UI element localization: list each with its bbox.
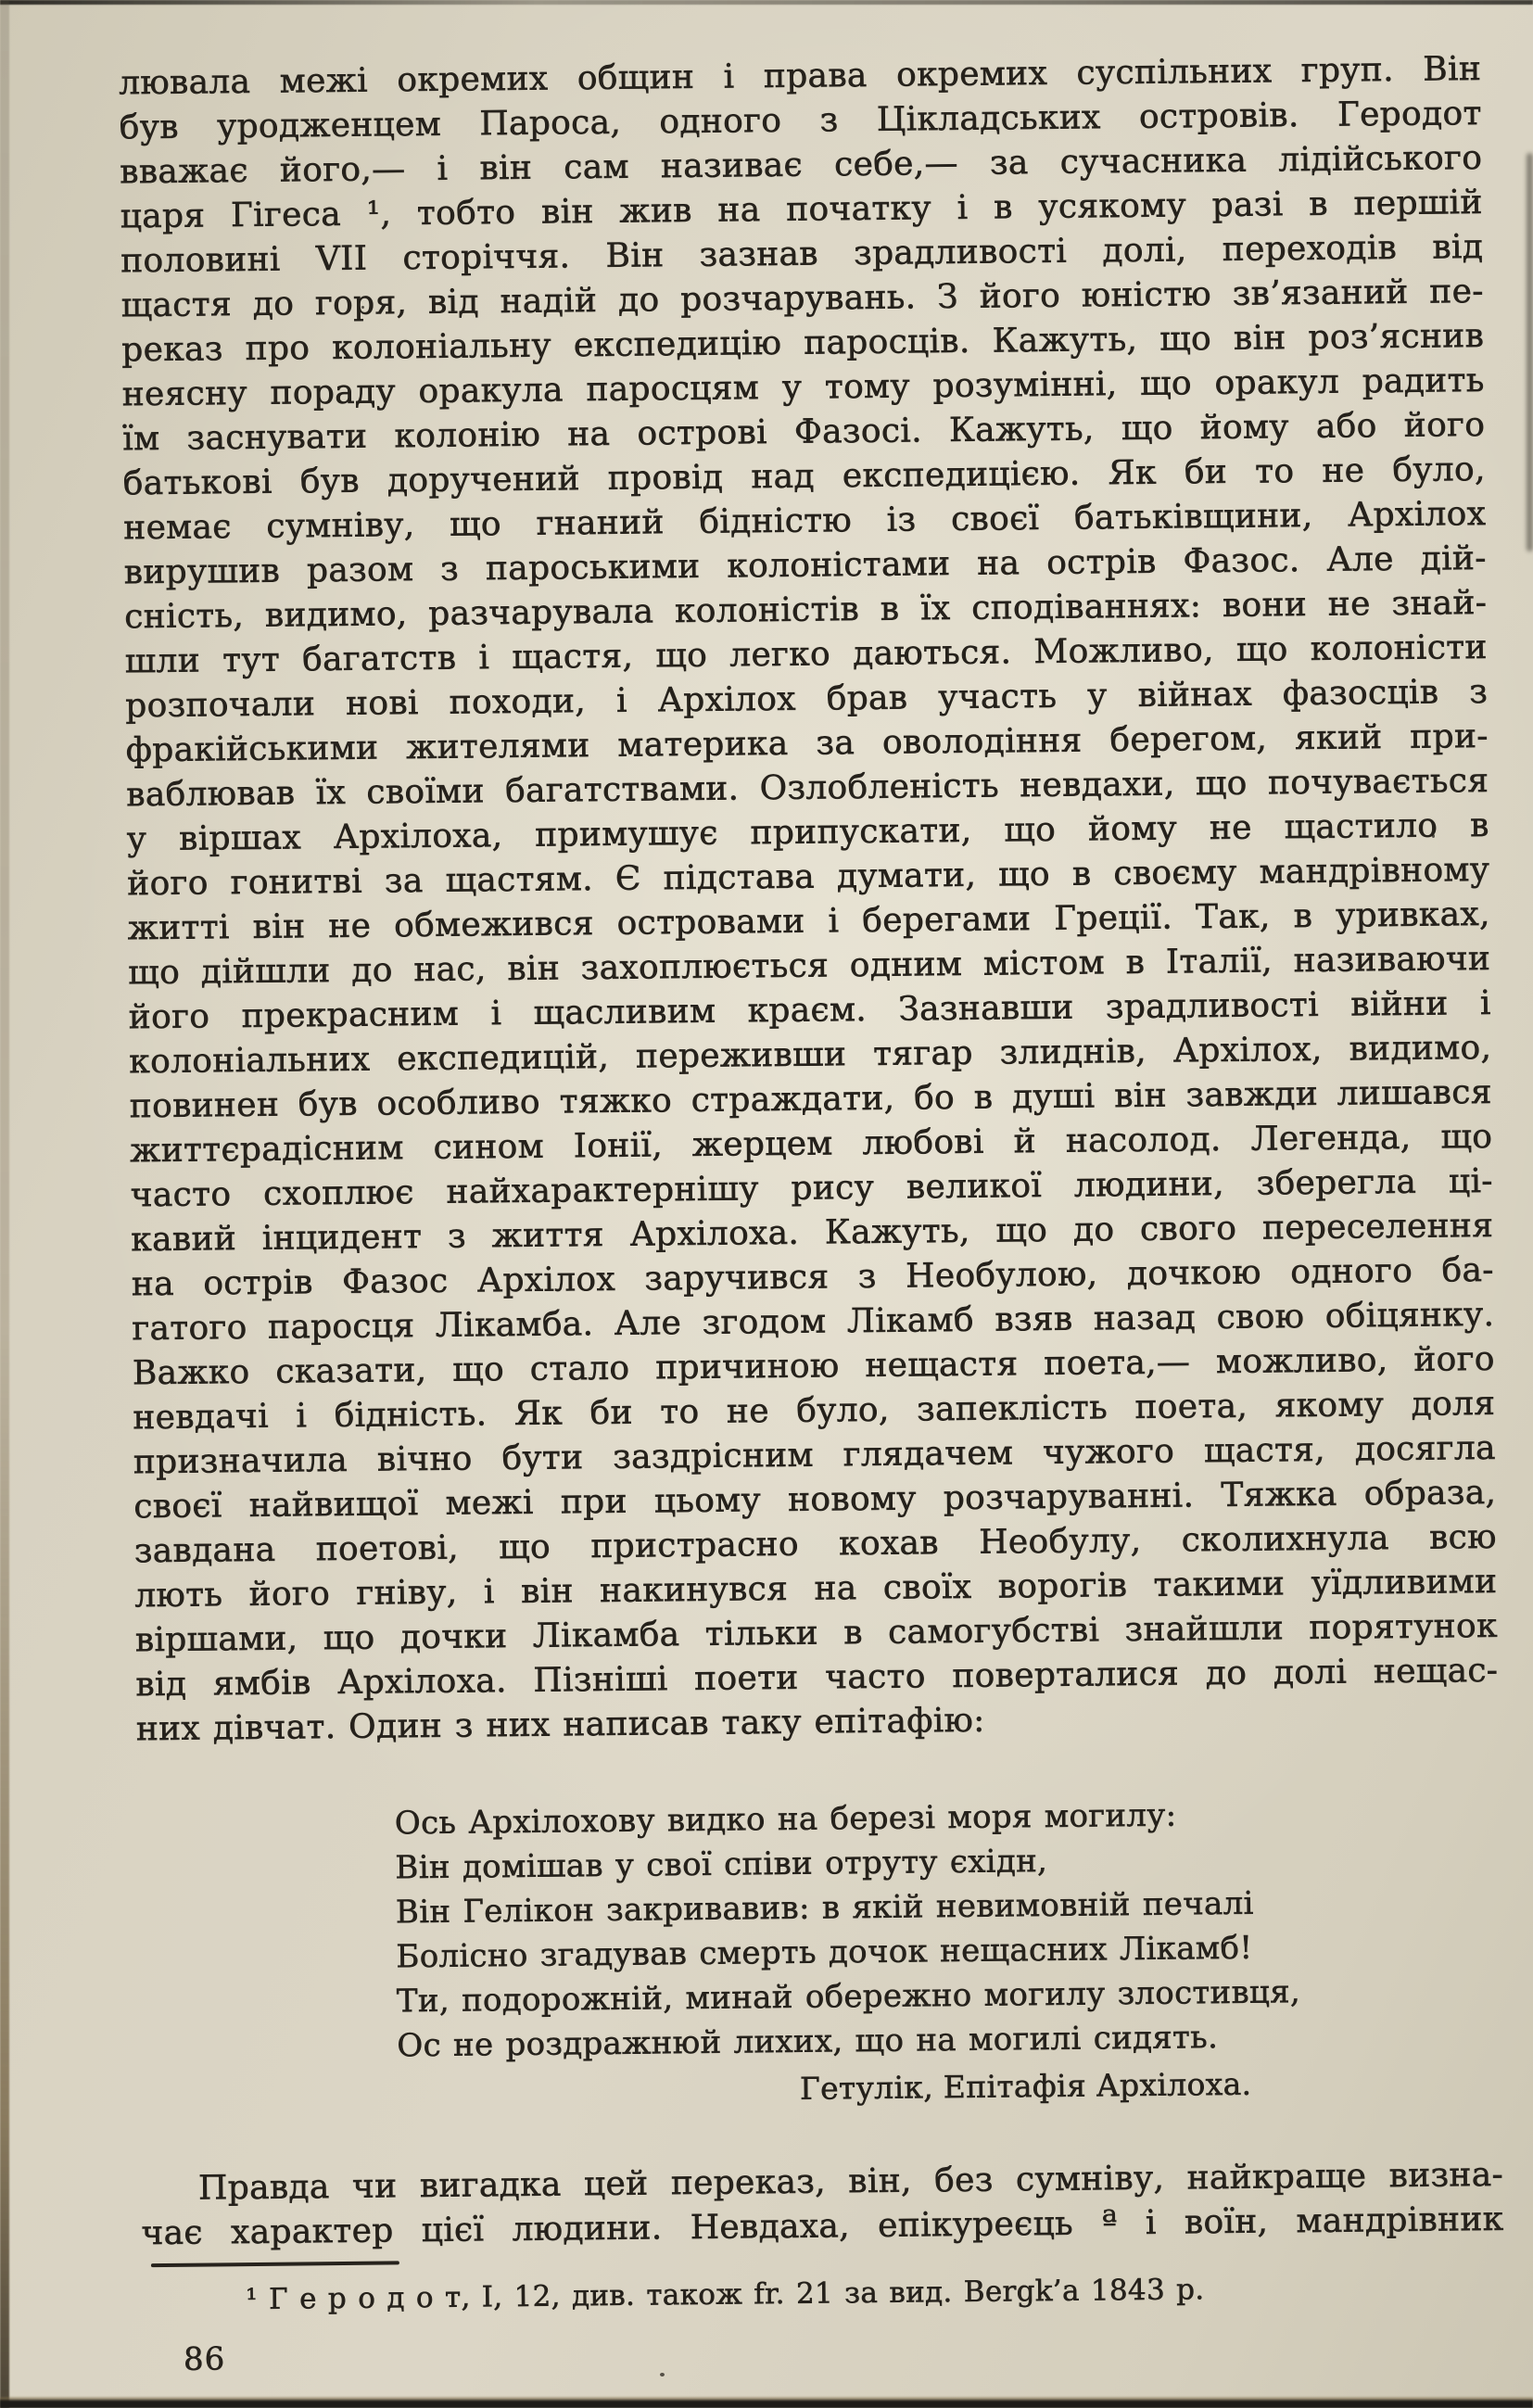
text-line: Правда чи вигадка цей переказ, він, без сумніву, найкраще визна- (197, 2155, 1504, 2208)
text-line: житті він не обмежився островами і берегами Греції. Так, в уривках, (127, 894, 1490, 948)
text-line: невдачі і бідність. Як би то не було, запеклість поета, якому доля (133, 1384, 1496, 1438)
text-line: гатого паросця Лікамба. Але згодом Лікамб взяв назад свою обіцянку. (132, 1295, 1495, 1349)
text-line: кавий інцидент з життя Архілоха. Кажуть, що до свого переселення (131, 1206, 1494, 1260)
text-line: був уродженцем Пароса, одного з Цікладських островів. Геродот (119, 95, 1482, 147)
text-line: повинен був особливо тяжко страждати, бо в душі він завжди лишався (129, 1072, 1492, 1126)
text-line: його гонитві за щастям. Є підстава думати, що в своєму мандрівному (127, 850, 1490, 904)
text-line: реказ про колоніальну експедицію паросців. Кажуть, що він роз’яснив (121, 317, 1485, 370)
footnote-separator-rule (151, 2261, 399, 2267)
closing-paragraph (141, 2153, 1504, 2256)
text-line: віршами, що дочки Лікамба тільки в самогубстві знайшли порятунок (134, 1606, 1498, 1660)
main-paragraph-last-line: них дівчат. Один з них написав таку епітафію: (135, 1701, 985, 1749)
text-line: вважає його,— і він сам називає себе,— за сучасника лідійського (120, 139, 1483, 192)
scan-edge-bottom (0, 2396, 1533, 2408)
text-line: його прекрасним і щасливим краєм. Зазнавши зрадливості війни і (128, 983, 1491, 1037)
poem-line: Болісно згадував смерть дочок нещасних Лікамб! (396, 1929, 1253, 1976)
text-line: на острів Фазос Архілох заручився з Необулою, дочкою одного ба- (131, 1250, 1494, 1304)
text-line: чає характер цієї людини. Невдаха, епікуреєць ª і воїн, мандрівник (141, 2199, 1504, 2253)
footnote-text: ¹ Г е р о д о т, I, 12, див. також fr. 21 за вид. Bergk’а 1843 р. (246, 2273, 1205, 2317)
text-line: немає сумніву, що гнаний бідністю із своєї батьківщини, Архілох (123, 494, 1487, 548)
poem-line: Ос не роздражнюй лихих, що на могилі сидять. (397, 2019, 1219, 2065)
page-number: 86 (183, 2340, 226, 2378)
text-line: шли тут багатств і щастя, що легко даються. Можливо, що колоністи (124, 627, 1488, 681)
text-line: життєрадісним сином Іонії, жерцем любові й насолод. Легенда, що (130, 1117, 1493, 1171)
text-line: неясну пораду оракула паросцям у тому розумінні, що оракул радить (121, 361, 1485, 414)
poem-line: Ось Архілохову видко на березі моря могилу: (394, 1796, 1177, 1843)
text-line: що дійшли до нас, він захоплюється одним містом в Італії, називаючи (128, 939, 1491, 993)
poem-line: Він домішав у свої співи отруту єхідн, (395, 1843, 1048, 1887)
text-line: сність, видимо, разчарувала колоністів в їх сподіваннях: вони не знай- (124, 583, 1488, 637)
text-line: половині VII сторіччя. Він зазнав зрадливості долі, переходів від (120, 228, 1484, 281)
text-line: Важко сказати, що стало причиною нещастя поета,— можливо, його (132, 1339, 1495, 1393)
text-line: розпочали нові походи, і Архілох брав участь у війнах фазосців з (125, 672, 1489, 726)
text-line: батькові був доручений провід над експедицією. Як би то не було, (122, 450, 1486, 503)
text-line: фракійськими жителями материка за оволодіння берегом, який при- (125, 716, 1489, 770)
text-line: їм заснувати колонію на острові Фазосі. Кажуть, що йому або його (122, 406, 1486, 459)
ink-speck (660, 2373, 665, 2376)
text-line: колоніальних експедицій, переживши тягар злиднів, Архілох, видимо, (129, 1028, 1492, 1082)
text-line: завдана поетові, що пристрасно кохав Необулу, сколихнула всю (133, 1517, 1497, 1571)
poem-attribution: Гетулік, Епітафія Архілоха. (799, 2065, 1252, 2107)
poem-line: Ти, подорожній, минай обережно могилу злостивця, (396, 1973, 1301, 2021)
text-line: призначила вічно бути заздрісним глядачем чужого щастя, досягла (133, 1428, 1496, 1482)
text-line: щастя до горя, від надій до розчарувань. З його юністю зв’язаний пе- (120, 272, 1484, 325)
text-line: вирушив разом з пароськими колоністами на острів Фазос. Але дій- (123, 539, 1487, 592)
text-line: ваблював їх своїми багатствами. Озлобленість невдахи, що почувається (126, 761, 1489, 815)
text-line: своєї найвищої межі при цьому новому розчаруванні. Тяжка образа, (133, 1473, 1497, 1527)
scan-edge-top (0, 0, 1533, 5)
main-paragraph (119, 47, 1499, 1707)
epitaph-poem (395, 1790, 1502, 2068)
scan-smudge-right (1527, 153, 1533, 551)
scan-edge-left (0, 0, 9, 2408)
text-line: часто схоплює найхарактернішу рису великої людини, зберегла ці- (130, 1161, 1493, 1215)
text-line: у віршах Архілоха, примушує припускати, що йому не щастило в (126, 805, 1489, 859)
poem-line: Він Гелікон закривавив: в якій невимовній печалі (395, 1884, 1254, 1932)
text-line: від ямбів Архілоха. Пізніші поети часто поверталися до долі нещас- (135, 1651, 1499, 1705)
page-text-block (119, 47, 1505, 2378)
text-line: лювала межі окремих общин і права окремих суспільних груп. Він (119, 50, 1482, 103)
text-line: лють його гніву, і він накинувся на своїх ворогів такими уїдливими (134, 1562, 1498, 1616)
text-line: царя Гігеса ¹, тобто він жив на початку і в усякому разі в першій (120, 184, 1483, 236)
